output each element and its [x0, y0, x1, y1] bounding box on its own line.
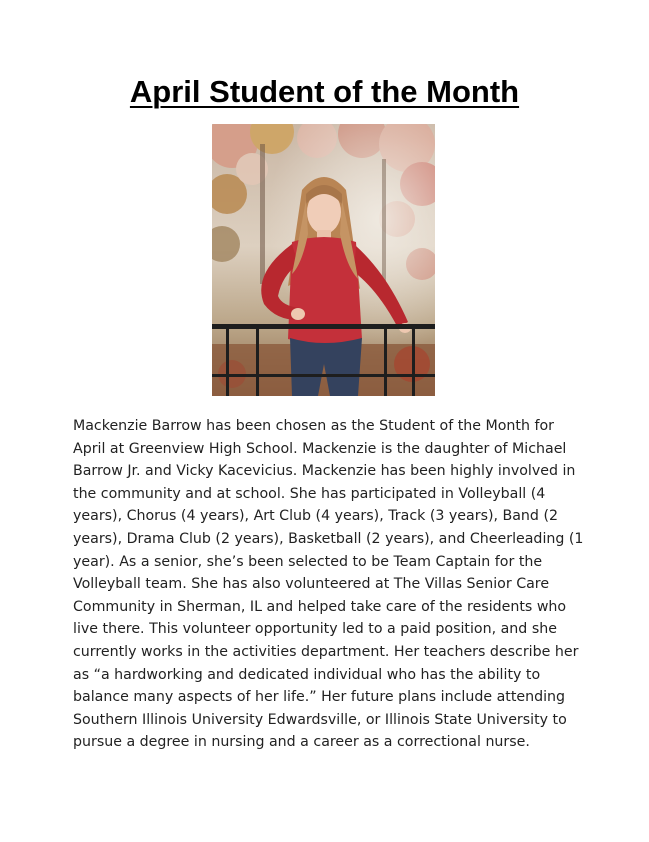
article-line: as “a hardworking and dedicated individual who has the ability to — [73, 666, 541, 683]
article-line: years), Chorus (4 years), Art Club (4 years), Track (3 years), Band (2 — [73, 508, 559, 525]
article-line: live there. This volunteer opportunity led to a paid position, and she — [73, 621, 557, 638]
article-line: pursue a degree in nursing and a career as a correctional nurse. — [73, 734, 530, 751]
student-photo-image — [212, 124, 435, 396]
page-title: April Student of the Month — [129, 74, 520, 109]
article-line: Community in Sherman, IL and helped take care of the residents who — [73, 598, 567, 615]
article-line: year). As a senior, she’s been selected to be Team Captain for the — [73, 553, 543, 570]
article-line: Barrow Jr. and Vicky Kacevicius. Mackenzie has been highly involved in — [73, 463, 576, 480]
article-body — [73, 415, 584, 754]
article-line: Southern Illinois University Edwardsville, or Illinois State University to — [73, 711, 567, 728]
article-line: Mackenzie Barrow has been chosen as the Student of the Month for — [73, 418, 554, 434]
article-line: years), Drama Club (2 years), Basketball (2 years), and Cheerleading (1 — [73, 530, 584, 547]
student-photo — [212, 124, 435, 396]
article-line: April at Greenview High School. Mackenzie is the daughter of Michael — [73, 440, 567, 457]
article-line: currently works in the activities department. Her teachers describe her — [73, 643, 579, 660]
article-line: balance many aspects of her life.” Her future plans include attending — [73, 689, 566, 706]
article-line: Volleyball team. She has also volunteered at The Villas Senior Care — [73, 576, 550, 593]
article-line: the community and at school. She has participated in Volleyball (4 — [73, 485, 546, 502]
